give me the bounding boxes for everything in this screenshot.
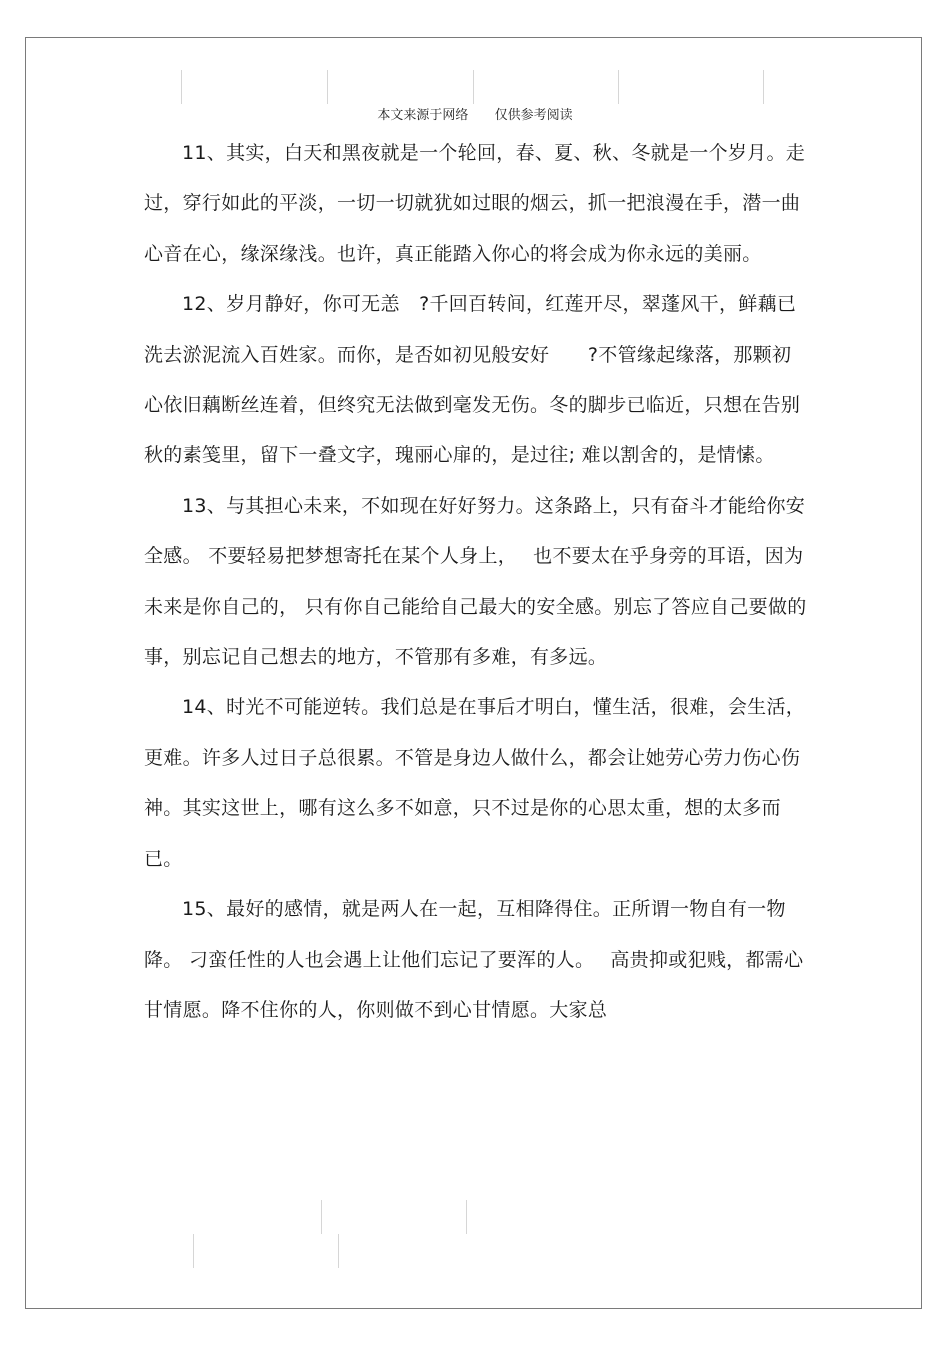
top-rule-4 <box>618 70 619 104</box>
header-reference-note: 仅供参考阅读 <box>494 108 573 123</box>
paragraph-12: 12、岁月静好，你可无恙 ?千回百转间，红莲开尽，翠蓬风干，鲜藕已洗去淤泥流入百姓家。而你，是否如初见般安好 ?不管缘起缘落，那颗初心依旧藕断丝连着，但终究无法做到毫发无伤。冬的脚步已临近，只想在告别秋的素笺里，留下一叠文字，瑰丽心扉的，是过往; 难以割舍的，是情愫。 <box>144 293 801 467</box>
paragraph-14: 14、时光不可能逆转。我们总是在事后才明白，懂生活，很难，会生活，更难。许多人过日子总很累。不管是身边人做什么，都会让她劳心劳力伤心伤神。其实这世上，哪有这么多不如意，只不过是你的心思太重，想的太多而已。 <box>144 696 806 870</box>
paragraph-13: 13、与其担心未来，不如现在好好努力。这条路上，只有奋斗才能给你安全感。 不要轻易把梦想寄托在某个人身上， 也不要太在乎身旁的耳语，因为未来是你自己的， 只有你自己能给自己最大的安全感。别忘了答应自己要做的事，别忘记自己想去的地方，不管那有多难，有多远。 <box>144 494 807 669</box>
document-body <box>144 128 809 1035</box>
top-rule-3 <box>473 70 474 104</box>
header-source-note: 本文来源于网络 <box>377 108 469 123</box>
header-note <box>0 104 950 123</box>
top-rule-5 <box>763 70 764 104</box>
top-rule-2 <box>327 70 328 104</box>
bottom-rule-1 <box>321 1200 322 1234</box>
bottom-rule-3 <box>193 1234 194 1268</box>
paragraph-11: 11、其实，白天和黑夜就是一个轮回，春、夏、秋、冬就是一个岁月。走过，穿行如此的平淡，一切一切就犹如过眼的烟云，抓一把浪漫在手，潜一曲心音在心，缘深缘浅。也许，真正能踏入你心的将会成为你永远的美丽。 <box>144 142 806 265</box>
bottom-rule-2 <box>466 1200 467 1234</box>
top-rule-1 <box>181 70 182 104</box>
bottom-rule-4 <box>338 1234 339 1268</box>
paragraph-15: 15、最好的感情，就是两人在一起，互相降得住。正所谓一物自有一物降。 刁蛮任性的人也会遇上让他们忘记了要浑的人。 高贵抑或犯贱，都需心甘情愿。降不住你的人，你则做不到心甘情愿。大家总 <box>144 898 804 1021</box>
